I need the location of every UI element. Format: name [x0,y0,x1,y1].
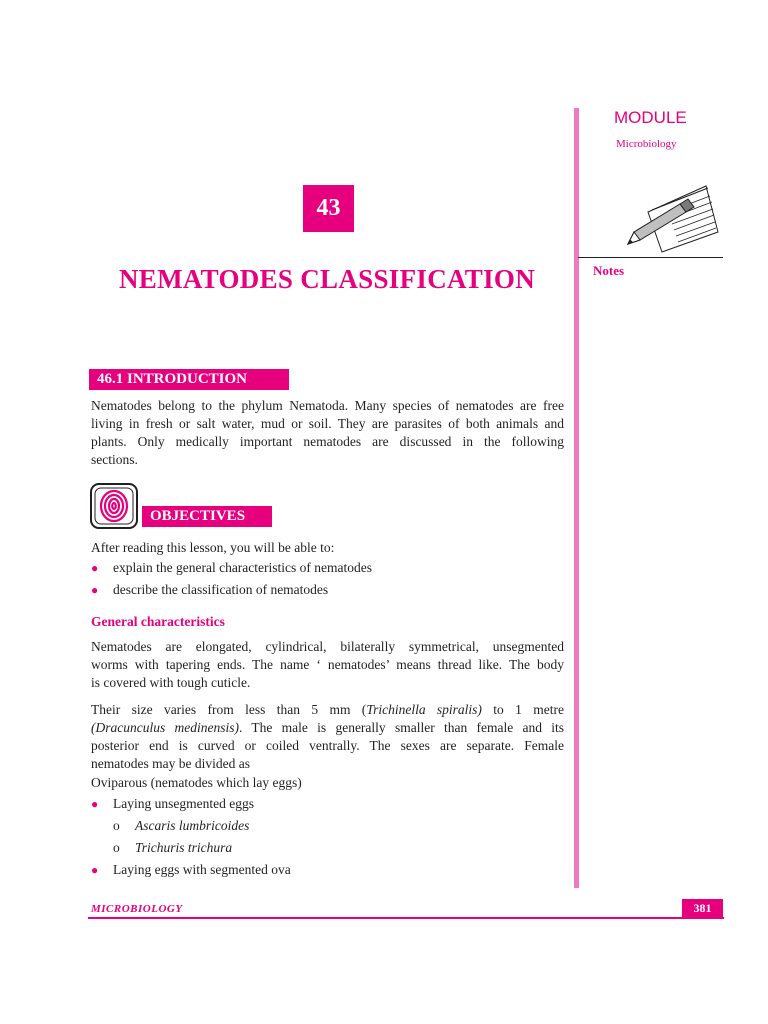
bullet-icon: ● [91,797,99,811]
size-line: posterior end is curved or coiled ventrally. The sexes are separate. Female [91,738,564,753]
page-number: 381 [682,899,723,918]
objectives-lead: After reading this lesson, you will be able to: [91,540,335,555]
bullet-icon: ● [91,561,99,575]
size-line: (Dracunculus medinensis). The male is generally smaller than female and its [91,720,564,735]
egg-type-item: ● Laying eggs with segmented ova [91,862,291,877]
bullet-icon: ● [91,863,99,877]
general-line: worms with tapering ends. The name ‘ nematodes’ means thread like. The body [91,657,564,672]
objective-item: ● describe the classification of nematodes [91,582,329,597]
footer-rule [88,917,724,919]
notes-rule [578,257,723,258]
notes-label: Notes [593,263,625,278]
species-item: o Trichuris trichura [113,840,233,855]
objective-item: ● explain the general characteristics of nematodes [91,560,373,575]
bullet-icon: ● [91,583,99,597]
general-heading: General characteristics [91,614,225,629]
intro-line: plants. Only medically important nematodes are discussed in the following [91,434,564,449]
size-line: nematodes may be divided as [91,756,250,771]
chapter-title: NEMATODES CLASSIFICATION [118,264,536,294]
size-line: Their size varies from less than 5 mm (Trichinella spiralis) to 1 metre [91,702,564,717]
intro-heading: 46.1 INTRODUCTION [89,369,289,390]
general-line: Nematodes are elongated, cylindrical, bilaterally symmetrical, unsegmented [91,639,564,654]
module-subject: Microbiology [616,138,677,150]
egg-type-item: ● Laying unsegmented eggs [91,796,254,811]
margin-rule [574,108,579,888]
intro-line: sections. [91,452,138,467]
objectives-heading: OBJECTIVES [142,506,272,527]
intro-line: Nematodes belong to the phylum Nematoda. Many species of nematodes are free [91,398,564,413]
module-title: MODULE [614,108,687,127]
footer-label: MICROBIOLOGY [91,903,183,915]
intro-line: living in fresh or salt water, mud or soil. They are parasites of both animals and [91,416,564,431]
oviparous-line: Oviparous (nematodes which lay eggs) [91,775,302,790]
general-line: is covered with tough cuticle. [91,675,251,690]
species-item: o Ascaris lumbricoides [113,818,250,833]
chapter-number: 43 [303,185,354,232]
fingerprint-icon [90,483,138,529]
notepad-pencil-icon [618,182,720,254]
